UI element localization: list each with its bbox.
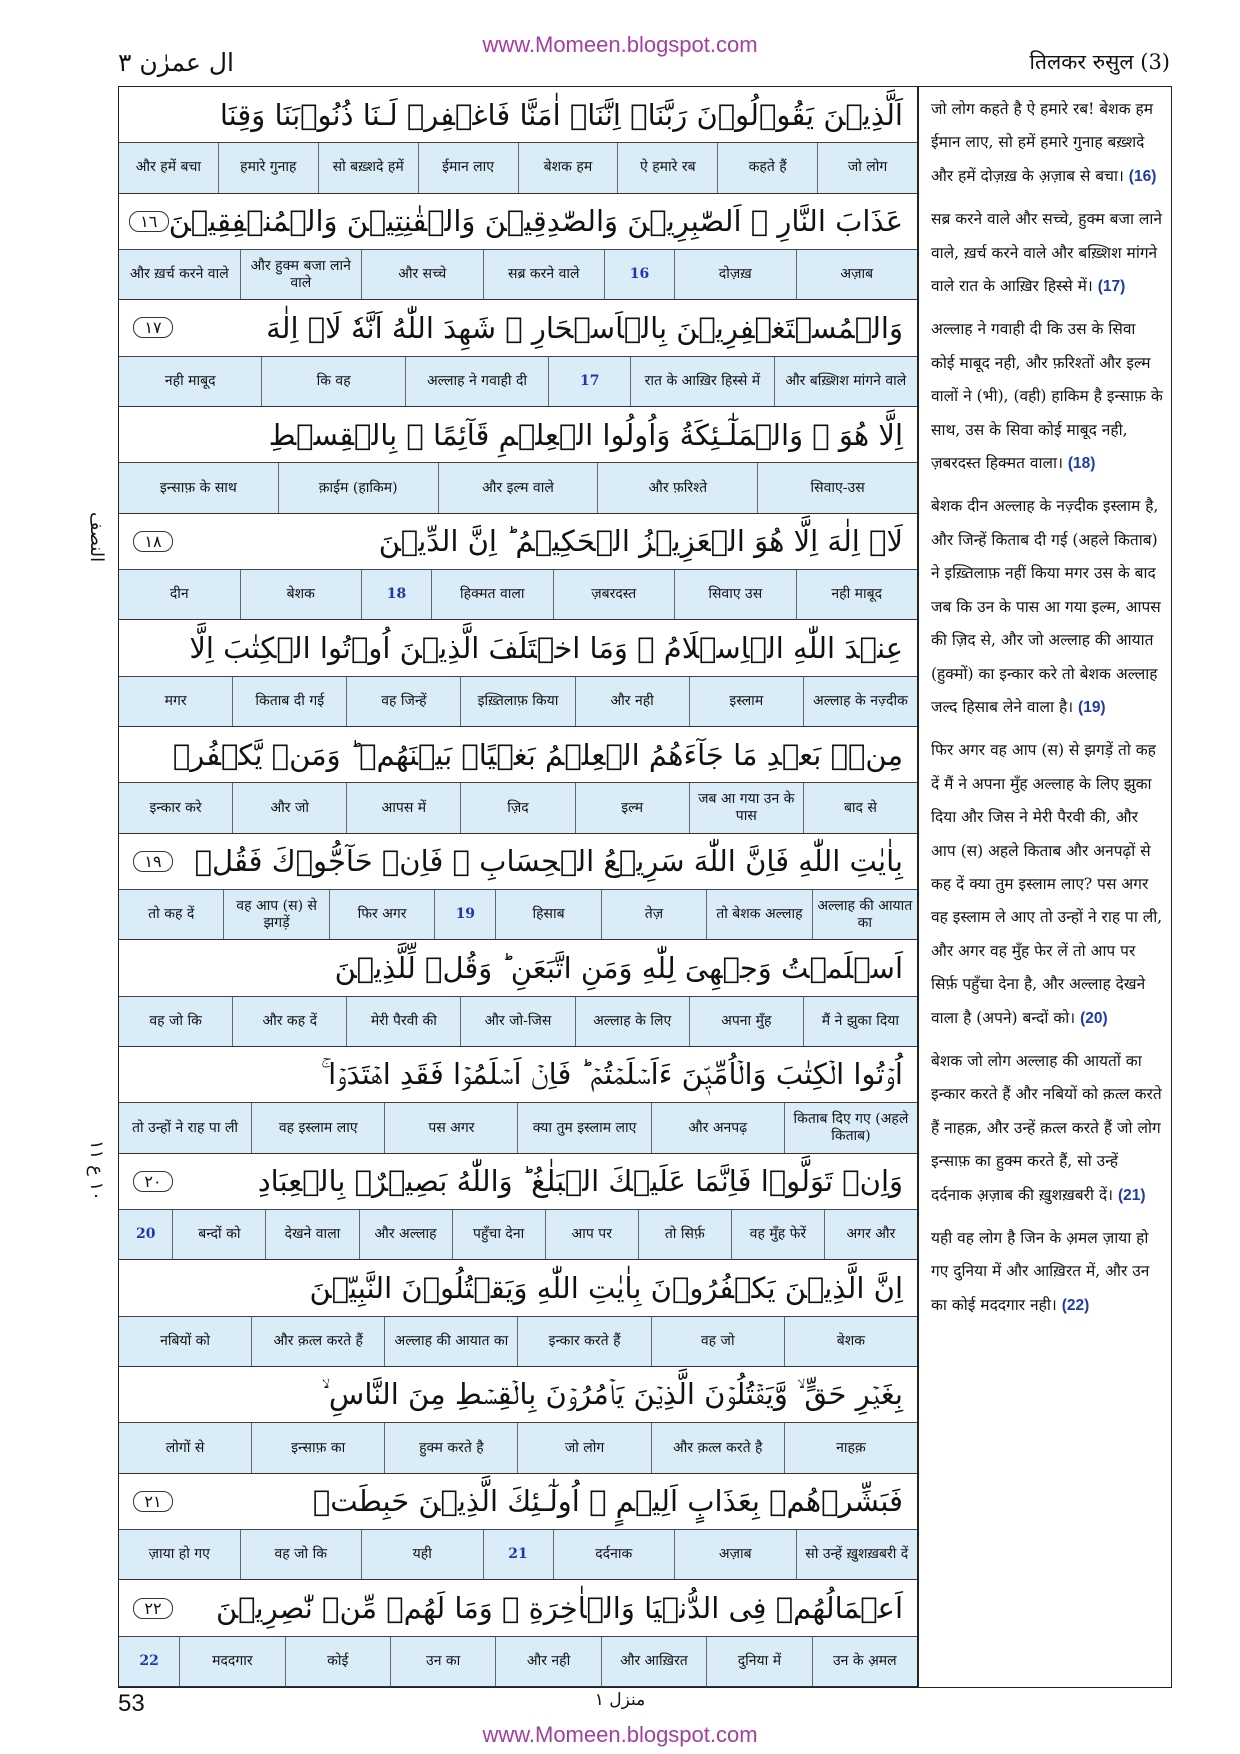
word-cell: पस अगर <box>384 1103 517 1152</box>
arabic-text: اَسۡلَمۡتُ وَجۡهِىَ لِلّٰهِ وَمَنِ اتَّبَعَنِ ؕ وَقُلۡ لِّلَّذِيۡنَ <box>334 951 903 986</box>
word-cell: कोई <box>285 1637 390 1686</box>
word-cell: नाहक़ <box>784 1423 917 1472</box>
word-translation-row <box>119 1637 917 1687</box>
arabic-text: فَبَشِّرۡهُمۡ بِعَذَابٍ اَلِيۡمٍ ۚ اُولٰٓـئِكَ الَّذِيۡنَ حَبِطَتۡ <box>312 1484 903 1519</box>
word-translation-row <box>119 357 917 407</box>
verse-number: (16) <box>1128 167 1157 185</box>
translation-text: बेशक जो लोग अल्लाह की आयतों का इन्कार करते हैं और नबियों को क़त्ल करते हैं नाहक़, और उन्हें क़त्ल करते हैं जो लोग इन्साफ़ का हुक्म करते हैं, सो उन्हें दर्दनाक अ़ज़ाब की ख़ुशख़बरी दें। <box>931 1051 1162 1204</box>
word-cell: अल्लाह की आयात का <box>812 890 917 939</box>
verse-number: (20) <box>1080 1009 1108 1027</box>
word-cell: और जो <box>232 783 346 832</box>
word-cell: किताब दी गई <box>232 677 346 726</box>
arabic-text: وَالۡمُسۡتَغۡفِرِيۡنَ بِالۡاَسۡحَارِ ۚ شَهِدَ اللّٰهُ اَنَّهٗ لَاۤ اِلٰهَ <box>266 310 903 345</box>
verse-number-cell: 17 <box>548 357 630 406</box>
word-cell: ज़ाया हो गए <box>148 1546 210 1563</box>
word-cell: लोगों से <box>165 1439 205 1456</box>
word-cell: इन्कार करते हैं <box>517 1317 650 1366</box>
word-cell: वह जो कि <box>240 1530 362 1579</box>
verse-number: (22) <box>1061 1296 1090 1314</box>
word-cell: किताब दिए गए (अहले किताब) <box>784 1103 917 1152</box>
arabic-text: عِنۡدَ اللّٰهِ الۡاِسۡلَامُ ۗ وَمَا اخۡتَلَفَ الَّذِيۡنَ اُوۡتُوا الۡكِتٰبَ اِلَّا <box>189 631 903 665</box>
word-cell: क़ाईम (हाकिम) <box>278 463 438 512</box>
verse-number: (17) <box>1097 278 1126 296</box>
verse-number-cell: 22 <box>139 1652 159 1669</box>
verse-number-cell: 20 <box>135 1226 156 1243</box>
word-cell: इन्कार करे <box>149 799 202 816</box>
arabic-text: اَلَّذِيۡنَ يَقُوۡلُوۡنَ رَبَّنَاۤ اِنَّنَاۤ اٰمَنَّا فَاغۡفِرۡ لَـنَا ذُنُوۡبَنَا وَقِنَا <box>219 97 903 132</box>
arabic-text: بِغَيۡرِ حَقٍّ ۙ وَّيَقۡتُلُوۡنَ الَّذِيۡنَ يَاۡمُرُوۡنَ بِالۡقِسۡطِ مِنَ النَّاسِ ۙ <box>321 1377 903 1412</box>
arabic-line <box>119 87 917 143</box>
word-cell: कि वह <box>261 357 404 406</box>
word-translation-row <box>119 463 917 513</box>
word-cell: अपना मुँह <box>689 997 803 1046</box>
word-cell: इख़्तिलाफ़ किया <box>460 677 574 726</box>
word-cell: अल्लाह के नज़्दीक <box>803 677 917 726</box>
word-cell: और जो-जिस <box>460 997 574 1046</box>
word-cell: वह जो कि <box>149 1012 202 1029</box>
arabic-text: اَعۡمَالُهُمۡ فِى الدُّنۡيَا وَالۡاٰخِرَةِ ۚ وَمَا لَهُمۡ مِّنۡ نّٰصِرِيۡنَ <box>216 1591 903 1626</box>
arabic-line <box>119 407 917 463</box>
arabic-text: وَاِنۡ تَوَلَّوۡا فَاِنَّمَا عَلَيۡكَ الۡبَلٰغُ ؕ وَاللّٰهُ بَصِيۡرٌۢ بِالۡعِبَادِ <box>257 1164 903 1199</box>
word-cell: ज़िद <box>460 783 574 832</box>
arabic-text: لَاۤ اِلٰهَ اِلَّا هُوَ الۡعَزِيۡزُ الۡحَكِيۡمُ ؕ اِنَّ الدِّيۡنَ <box>378 524 903 559</box>
word-cell: तो बेशक अल्लाह <box>706 890 811 939</box>
arabic-line <box>119 1047 917 1103</box>
word-cell: बेशक हम <box>518 143 618 192</box>
word-cell: और क़त्ल करते है <box>651 1423 784 1472</box>
word-translation-row <box>119 1530 917 1580</box>
word-cell: सो बख़्शदे हमें <box>318 143 418 192</box>
arabic-line <box>119 834 917 890</box>
arabic-line <box>119 1580 917 1636</box>
ayah-marker: ٢٢ <box>133 1598 173 1619</box>
verse-number-cell: 18 <box>361 570 431 619</box>
word-cell: इस्लाम <box>689 677 803 726</box>
word-cell: दर्दनाक <box>553 1530 675 1579</box>
word-cell: वह मुँह फेरें <box>731 1210 824 1259</box>
arabic-text: اِنَّ الَّذِيۡنَ يَكۡفُرُوۡنَ بِاٰيٰتِ اللّٰهِ وَيَقۡتُلُوۡنَ النَّبِيّٖنَ <box>309 1271 903 1306</box>
word-cell: और क़त्ल करते हैं <box>251 1317 384 1366</box>
page-frame <box>118 86 1172 1688</box>
ayah-marker: ٢١ <box>133 1491 173 1512</box>
word-cell: नही माबूद <box>164 372 216 389</box>
word-cell: बेशक <box>240 570 362 619</box>
word-cell: कहते हैं <box>717 143 817 192</box>
word-translation-row <box>119 143 917 193</box>
translation-text: अल्लाह ने गवाही दी कि उस के सिवा कोई माबूद नही, और फ़रिश्तों और इल्म वालों ने (भी), (वही) हाकिम है इन्साफ़ के साथ, उस के सिवा कोई माबूद नही, ज़बरदस्त हिक्मत वाला। <box>931 320 1163 473</box>
arabic-line <box>119 1474 917 1530</box>
word-cell: और कह दें <box>232 997 346 1046</box>
word-cell: और इल्म वाले <box>438 463 598 512</box>
arabic-line <box>119 514 917 570</box>
word-translation-row <box>119 1103 917 1153</box>
word-cell: पहुँचा देना <box>452 1210 545 1259</box>
verse-number: (18) <box>1067 455 1096 473</box>
ayah-marker: ١٩ <box>133 851 173 872</box>
word-cell: मददगार <box>179 1637 284 1686</box>
word-translation-row <box>119 570 917 620</box>
word-cell: बाद से <box>803 783 917 832</box>
arabic-line <box>119 1367 917 1423</box>
word-cell: वह इस्लाम लाए <box>251 1103 384 1152</box>
arabic-line <box>119 620 917 676</box>
word-cell: ऐ हमारे रब <box>617 143 717 192</box>
word-cell: नही माबूद <box>796 570 918 619</box>
word-translation-row <box>119 1317 917 1367</box>
word-cell: उन का <box>390 1637 495 1686</box>
word-cell: और हमें बचा <box>135 159 202 176</box>
verse-number-cell: 21 <box>483 1530 553 1579</box>
word-cell: और आख़िरत <box>601 1637 706 1686</box>
verse-number-cell: 16 <box>604 250 674 299</box>
translation-text: फिर अगर वह आप (स) से झगड़ें तो कह दें मैं ने अपना मुँह अल्लाह के लिए झुका दिया और जिस ने मेरी पैरवी की, और आप (स) अहले किताब और अनपढ़ों से कह दें क्या तुम इस्लाम लाए? पस अगर वह इस्लाम ले आए तो उन्हों ने राह पा ली, और अगर वह मुँह फेर लें तो आप पर सिर्फ़ पहुँचा देना है, और अल्लाह देखने वाला है (अपने) बन्दों को। <box>931 741 1163 1027</box>
word-cell: दुनिया में <box>706 1637 811 1686</box>
word-translation-row <box>119 1210 917 1260</box>
word-cell: तो उन्हों ने राह पा ली <box>132 1119 239 1136</box>
word-cell: बेशक <box>784 1317 917 1366</box>
word-cell: रात के आख़िर हिस्से में <box>630 357 773 406</box>
translation-column <box>919 87 1171 1687</box>
word-translation-row <box>119 1423 917 1473</box>
word-cell: और नही <box>575 677 689 726</box>
word-translation-row <box>119 997 917 1047</box>
arabic-line <box>119 727 917 783</box>
word-cell: इन्साफ़ का <box>251 1423 384 1472</box>
word-cell: देखने वाला <box>265 1210 358 1259</box>
word-cell: और अल्लाह <box>359 1210 452 1259</box>
page-number: 53 <box>118 1690 145 1717</box>
word-cell: और बख़्शिश मांगने वाले <box>774 357 917 406</box>
translation-text: बेशक दीन अल्लाह के नज़्दीक इस्लाम है, और जिन्हें किताब दी गई (अहले किताब) ने इख़्तिलाफ़ नहीं किया मगर उस के बाद जब कि उन के पास आ गया इल्म, आपस की ज़िद से, और जो अल्लाह की आयात (हुक्मों) का इन्कार करे तो बेशक अल्लाह जल्द हिसाब लेने वाला है। <box>931 497 1161 716</box>
word-cell: फिर अगर <box>329 890 434 939</box>
word-cell: मगर <box>164 692 187 709</box>
translation-paragraph <box>931 1222 1163 1322</box>
word-cell: सो उन्हें ख़ुशख़बरी दें <box>796 1530 918 1579</box>
site-url-bottom: www.Momeen.blogspot.com <box>482 1722 758 1747</box>
word-cell: और ख़र्च करने वाले <box>129 266 229 283</box>
word-cell: और नही <box>495 1637 600 1686</box>
word-cell: हिक्मत वाला <box>431 570 553 619</box>
word-cell: ईमान लाए <box>418 143 518 192</box>
word-cell: मैं ने झुका दिया <box>803 997 917 1046</box>
word-translation-row <box>119 677 917 727</box>
word-cell: आप पर <box>545 1210 638 1259</box>
word-cell: इन्साफ़ के साथ <box>159 479 237 496</box>
arabic-line <box>119 194 917 250</box>
word-cell: अज़ाब <box>796 250 918 299</box>
arabic-line <box>119 1260 917 1316</box>
margin-note-nisf: النصف <box>86 512 107 563</box>
verse-number-cell: 19 <box>434 890 495 939</box>
word-cell: बन्दों को <box>172 1210 265 1259</box>
word-cell: अज़ाब <box>674 1530 796 1579</box>
word-cell: हिसाब <box>495 890 600 939</box>
translation-text: यही वह लोग है जिन के अ़मल ज़ाया हो गए दुनिया में और आख़िरत में, और उन का कोई मददगार नही। <box>931 1229 1150 1314</box>
ayah-marker: ١٨ <box>133 531 173 552</box>
arabic-line <box>119 1154 917 1210</box>
word-cell: उन के अ़मल <box>812 1637 917 1686</box>
word-cell: अल्लाह ने गवाही दी <box>405 357 548 406</box>
word-cell: और अनपढ़ <box>651 1103 784 1152</box>
juz-title-hindi: तिलकर रुसुल (3) <box>1029 50 1170 74</box>
ayah-marker: ١٧ <box>133 317 173 338</box>
word-cell: तो सिर्फ़ <box>638 1210 731 1259</box>
word-by-word-column <box>119 87 919 1687</box>
word-cell: अल्लाह के लिए <box>575 997 689 1046</box>
translation-paragraph <box>931 734 1163 1035</box>
margin-note-ruku: ١٠ ع ١١ <box>86 1140 107 1201</box>
translation-paragraph <box>931 490 1163 724</box>
word-cell: अगर और <box>824 1210 917 1259</box>
translation-text: जो लोग कहते है ऐ हमारे रब! बेशक हम ईमान लाए, सो हमें हमारे गुनाह बख़्शदे और हमें दोज़ख़ के अ़ज़ाब से बचा। <box>931 100 1154 185</box>
word-translation-row <box>119 783 917 833</box>
word-cell: अल्लाह की आयात का <box>384 1317 517 1366</box>
surah-name-arabic: ال عمرٰن ٣ <box>118 48 234 77</box>
word-cell: दीन <box>169 586 189 603</box>
manzil-label: منزل ١ <box>594 1690 646 1710</box>
arabic-text: مِنۡۢ بَعۡدِ مَا جَآءَهُمُ الۡعِلۡمُ بَغۡيًاۢ بَيۡنَهُمۡ ؕ وَمَنۡ يَّكۡفُرۡ <box>172 737 903 772</box>
word-cell: सिवाए-उस <box>757 463 917 512</box>
translation-paragraph <box>931 203 1163 303</box>
verse-number: (19) <box>1078 698 1106 716</box>
word-cell: मेरी पैरवी की <box>346 997 460 1046</box>
word-cell: तेज़ <box>601 890 706 939</box>
word-cell: सब्र करने वाले <box>483 250 605 299</box>
word-cell: वह जो <box>651 1317 784 1366</box>
word-cell: सिवाए उस <box>674 570 796 619</box>
word-cell: वह आप (स) से झगड़ें <box>223 890 328 939</box>
translation-paragraph <box>931 1045 1163 1212</box>
word-cell: जो लोग <box>517 1423 650 1472</box>
word-cell: तो कह दें <box>148 906 195 923</box>
translation-text: सब्र करने वाले और सच्चे, हुक्म बजा लाने वाले, ख़र्च करने वाले और बख़्शिश मांगने वाले रात के आख़िर हिस्से में। <box>931 210 1163 296</box>
arabic-text: بِاٰيٰتِ اللّٰهِ فَاِنَّ اللّٰهَ سَرِيۡعُ الۡحِسَابِ ۚ فَاِنۡ حَآجُّوۡكَ فَقُلۡ <box>194 844 903 879</box>
word-cell: यही <box>361 1530 483 1579</box>
word-cell: जो लोग <box>817 143 917 192</box>
arabic-text: اُوۡتُوا الۡكِتٰبَ وَالۡاُمِّيّٖنَ ءَاَسۡلَمۡتُمۡ ؕ فَاِنۡ اَسۡلَمُوۡا فَقَدِ اهۡتَدَوۡا ۚ <box>320 1057 903 1092</box>
word-cell: ज़बरदस्त <box>553 570 675 619</box>
word-cell: दोज़ख़ <box>674 250 796 299</box>
verse-number: (21) <box>1117 1186 1146 1204</box>
arabic-line <box>119 940 917 996</box>
word-cell: और फ़रिश्ते <box>597 463 757 512</box>
ayah-marker: ١٦ <box>129 211 169 232</box>
word-cell: क्या तुम इस्लाम लाए <box>517 1103 650 1152</box>
arabic-line <box>119 300 917 356</box>
word-cell: हुक्म करते है <box>384 1423 517 1472</box>
word-cell: नबियों को <box>160 1332 211 1349</box>
word-cell: और हुक्म बजा लाने वाले <box>240 250 362 299</box>
word-cell: जब आ गया उन के पास <box>689 783 803 832</box>
word-translation-row <box>119 250 917 300</box>
word-cell: हमारे गुनाह <box>218 143 318 192</box>
word-cell: इल्म <box>575 783 689 832</box>
arabic-text: اِلَّا هُوَ ۙ وَالۡمَلٰٓـئِكَةُ وَاُولُوا الۡعِلۡمِ قَآئِمًا ۢ بِالۡقِسۡطِ <box>268 417 903 452</box>
arabic-text: عَذَابَ النَّارِ ۚ اَلصّٰبِرِيۡنَ وَالصّٰدِقِيۡنَ وَالۡقٰنِتِيۡنَ وَالۡمُنۡفِقِيۡنَ <box>168 204 903 239</box>
translation-paragraph <box>931 313 1163 480</box>
word-cell: वह जिन्हें <box>346 677 460 726</box>
site-url-top: www.Momeen.blogspot.com <box>482 32 758 57</box>
ayah-marker: ٢٠ <box>133 1171 173 1192</box>
word-cell: आपस में <box>346 783 460 832</box>
translation-paragraph <box>931 93 1163 193</box>
word-cell: और सच्चे <box>361 250 483 299</box>
word-translation-row <box>119 890 917 940</box>
